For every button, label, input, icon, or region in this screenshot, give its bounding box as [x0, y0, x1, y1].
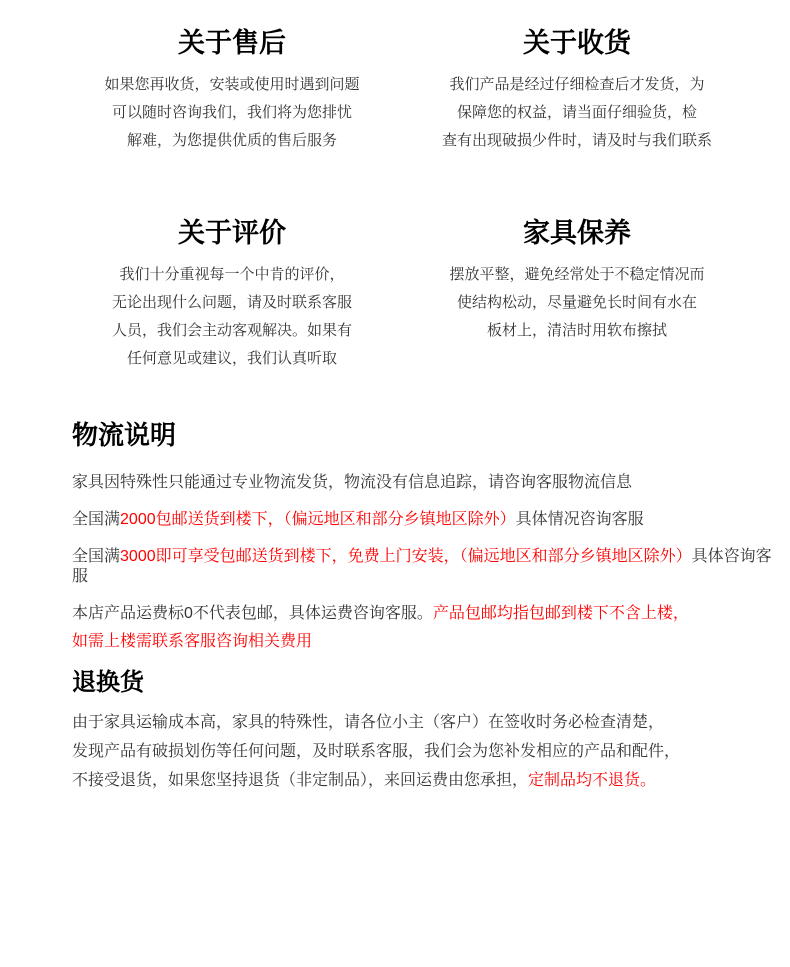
returns-text-line	[72, 708, 776, 737]
logistics-text-line	[72, 632, 776, 652]
logistics-text-line	[72, 510, 776, 530]
text-segment: 由于家具运输成本高，家具的特殊性，请各位小主（客户）在签收时务必检查清楚，	[72, 714, 665, 731]
logistics-text-line	[72, 473, 776, 493]
text-segment: 发现产品有破损划伤等任何问题，及时联系客服，我们会为您补发相应的产品和配件，	[72, 743, 681, 760]
logistics-text-line	[72, 547, 776, 587]
furniture-care-text-line: 板材上，清洁时用软布擦拭	[486, 322, 667, 339]
furniture-care-text-line: 使结构松动，尽量避免长时间有水在	[456, 294, 697, 311]
reviews-text-line: 无论出现什么问题，请及时联系客服	[111, 294, 352, 311]
text-segment: 全国满	[72, 511, 121, 528]
receiving-text-line: 查有出现破损少件时，请及时与我们联系	[441, 132, 712, 149]
receiving-title: 关于收货	[523, 28, 631, 58]
highlighted-text: 3000即可享受包邮送货到楼下，免费上门安装，（偏远地区和部分乡镇地区除外）	[120, 548, 692, 565]
section-furniture-care	[402, 217, 752, 373]
text-segment: 具体咨询客服	[72, 548, 772, 585]
section-returns	[72, 669, 776, 795]
section-after-sales	[62, 27, 402, 155]
highlighted-text: 如需上楼需联系客服咨询相关费用	[72, 633, 313, 650]
highlighted-text: 2000包邮送货到楼下，（偏远地区和部分乡镇地区除外）	[120, 511, 516, 528]
section-reviews	[62, 217, 402, 373]
receiving-text-line: 保障您的权益，请当面仔细验货，检	[456, 104, 697, 121]
returns-text-line	[72, 737, 776, 766]
reviews-text-line: 任何意见或建议，我们认真听取	[126, 350, 337, 367]
section-receiving	[402, 27, 752, 155]
service-info-grid	[62, 0, 790, 373]
after-sales-text-line: 解难，为您提供优质的售后服务	[126, 132, 337, 149]
highlighted-text: 产品包邮均指包邮到楼下不含上楼，	[432, 605, 689, 622]
text-segment: 全国满	[72, 548, 121, 565]
returns-text-line	[72, 766, 776, 795]
receiving-text-line: 我们产品是经过仔细检查后才发货，为	[449, 76, 705, 93]
text-segment: 具体情况咨询客服	[515, 511, 644, 528]
after-sales-text-line: 可以随时咨询我们，我们将为您排忧	[111, 104, 352, 121]
furniture-care-title: 家具保养	[523, 218, 631, 248]
logistics-text-line	[72, 604, 776, 624]
after-sales-text-line: 如果您再收货，安装或使用时遇到问题	[104, 76, 360, 93]
text-segment: 本店产品运费标0不代表包邮，具体运费咨询客服。	[72, 605, 433, 622]
reviews-text-line: 我们十分重视每一个中肯的评价，	[119, 266, 345, 283]
furniture-care-text-line: 摆放平整，避免经常处于不稳定情况而	[449, 266, 705, 283]
section-logistics	[72, 420, 776, 652]
after-sales-title: 关于售后	[178, 28, 286, 58]
reviews-text-line: 人员，我们会主动客观解决。如果有	[111, 322, 352, 339]
text-segment: 家具因特殊性只能通过专业物流发货，物流没有信息追踪，请咨询客服物流信息	[72, 474, 633, 491]
highlighted-text: 定制品均不退货。	[528, 772, 657, 789]
text-segment: 不接受退货，如果您坚持退货（非定制品），来回运费由您承担，	[72, 772, 529, 789]
logistics-title: 物流说明	[72, 420, 177, 450]
returns-title: 退换货	[72, 669, 144, 696]
reviews-title: 关于评价	[178, 218, 286, 248]
